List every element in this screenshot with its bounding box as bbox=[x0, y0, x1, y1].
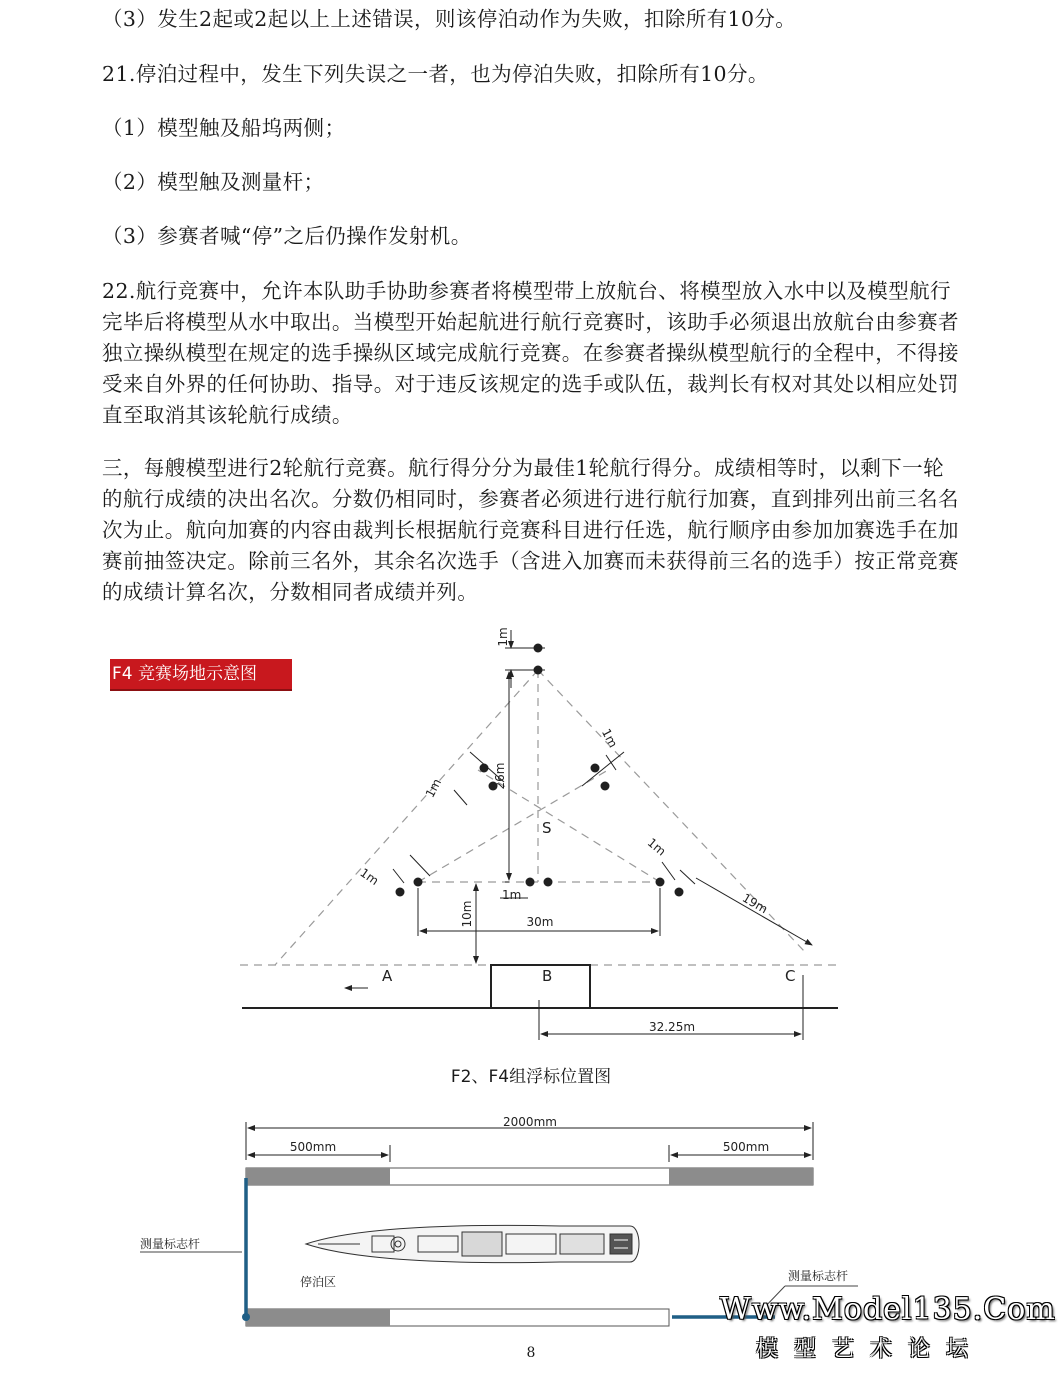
rule-item-3-mistakes: （3）发生2起或2起以上上述错误，则该停泊动作为失败，扣除所有10分。 bbox=[102, 7, 797, 31]
point-a: A bbox=[382, 967, 393, 985]
rule-21-item-3: （3）参赛者喊“停”之后仍操作发射机。 bbox=[102, 224, 472, 248]
buoy bbox=[591, 764, 600, 773]
section-3-scoring: 三，每艘模型进行2轮航行竞赛。航行得分分为最佳1轮航行得分。成绩相等时，以剩下一轮的航行成绩的决出名次。分数仍相同时，参赛者必须进行进行航行加赛，直到排列出前三名名次为止。航向加赛的内容由裁判长根据航行竞赛科目进行任选，航行顺序由参加加赛选手在加赛前抽签决定。除前三名外，其余名次选手（含进入加赛而未获得前三名的选手）按正常竞赛的成绩计算名次，分数相同者成绩并列。 bbox=[102, 456, 959, 604]
shore-and-dock bbox=[242, 965, 838, 1008]
dim-500mm-right: 500mm bbox=[722, 1140, 770, 1154]
buoy bbox=[526, 878, 535, 887]
dim-26m: 26m bbox=[493, 762, 507, 790]
buoy bbox=[675, 888, 684, 897]
f4-course-title: F4 竞赛场地示意图 bbox=[110, 659, 292, 689]
center-point-s: S bbox=[542, 819, 552, 837]
buoys bbox=[396, 644, 684, 897]
watermark-site: Www.Model135.Com bbox=[720, 1292, 1056, 1327]
dim-1m-center: 1m bbox=[502, 888, 522, 902]
dim-1m-lower-right: 1m bbox=[644, 835, 669, 859]
rule-21-item-1: （1）模型触及船坞两侧； bbox=[102, 116, 346, 140]
dim-30m: 30m bbox=[526, 915, 554, 929]
f4-course-diagram bbox=[0, 615, 1062, 1045]
buoy bbox=[601, 782, 610, 791]
dim-1m-top: 1m bbox=[496, 627, 510, 647]
rule-21-item-2: （2）模型触及测量杆； bbox=[102, 170, 325, 194]
buoy bbox=[534, 666, 543, 675]
dim-1m-lower-left: 1m bbox=[357, 865, 382, 889]
rule-22: 22.航行竞赛中，允许本队助手协助参赛者将模型带上放航台、将模型放入水中以及模型航行完毕后将模型从水中取出。当模型开始起航进行航行竞赛时，该助手必须退出放航台由参赛者独立操纵模型在规定的选手操纵区域完成航行竞赛。在参赛者操纵模型航行的全程中，不得接受来自外界的任何协助、指导。对于违反该规定的选手或队伍，裁判长有权对其处以相应处罚直至取消其该轮航行成绩。 bbox=[102, 279, 959, 427]
point-c: C bbox=[785, 967, 796, 985]
pole-label-left: 测量标志杆 bbox=[140, 1237, 201, 1251]
dim-1m-right: 1m bbox=[598, 726, 621, 750]
dim-32-25m: 32.25m bbox=[648, 1020, 696, 1034]
watermark-forum: 模型艺术论坛 bbox=[756, 1337, 985, 1362]
page-number: 8 bbox=[526, 1345, 536, 1361]
dimension-lines bbox=[345, 630, 812, 1040]
buoy bbox=[534, 644, 543, 653]
buoy bbox=[544, 878, 553, 887]
dim-500mm-left: 500mm bbox=[289, 1140, 337, 1154]
pole-label-right: 测量标志杆 bbox=[788, 1269, 849, 1283]
buoy bbox=[480, 764, 489, 773]
buoy bbox=[656, 878, 665, 887]
dim-19m: 19m bbox=[739, 890, 771, 917]
berth-area-label: 停泊区 bbox=[300, 1275, 337, 1289]
dim-2000mm: 2000mm bbox=[503, 1115, 557, 1129]
buoy bbox=[414, 878, 423, 887]
buoy bbox=[396, 888, 405, 897]
dim-10m: 10m bbox=[460, 900, 474, 928]
rule-21: 21.停泊过程中，发生下列失误之一者，也为停泊失败，扣除所有10分。 bbox=[102, 62, 769, 86]
dim-1m-left: 1m bbox=[422, 776, 445, 800]
figure-caption: F2、F4组浮标位置图 bbox=[450, 1067, 612, 1087]
point-b: B bbox=[542, 967, 553, 985]
ship-model bbox=[306, 1225, 639, 1262]
pole-base-marker bbox=[242, 1313, 250, 1321]
